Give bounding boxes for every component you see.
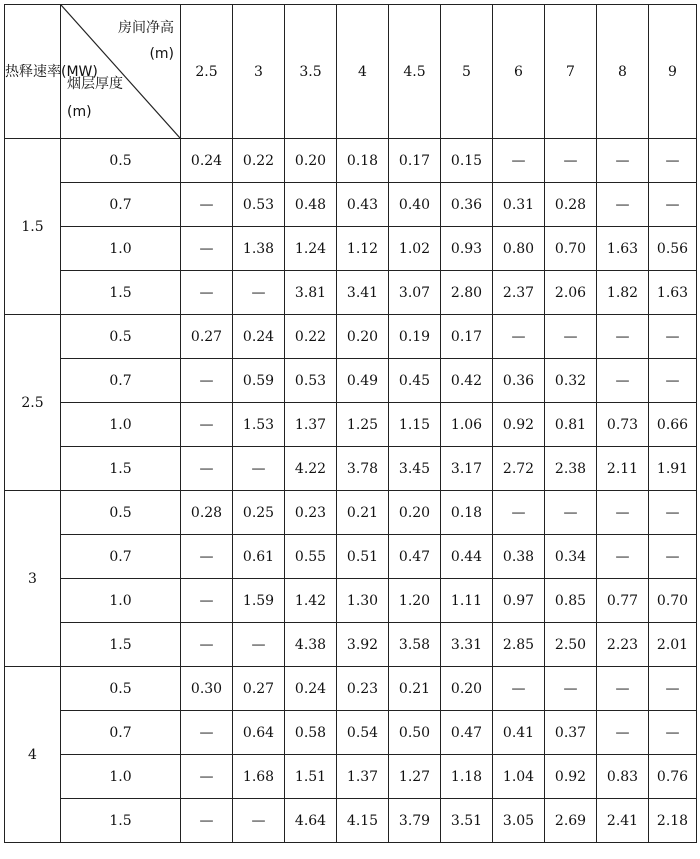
value-cell: 1.25 <box>337 403 389 447</box>
value-cell: — <box>649 359 697 403</box>
value-cell: 2.18 <box>649 799 697 843</box>
value-cell: 0.42 <box>441 359 493 403</box>
smoke-layer-thickness-cell: 0.5 <box>61 139 181 183</box>
value-cell: 0.70 <box>649 579 697 623</box>
smoke-layer-thickness-cell: 1.5 <box>61 623 181 667</box>
smoke-exhaust-table <box>4 4 697 843</box>
smoke-layer-thickness-cell: 1.0 <box>61 227 181 271</box>
smoke-layer-thickness-cell: 0.7 <box>61 711 181 755</box>
value-cell: 4.64 <box>285 799 337 843</box>
value-cell: 2.01 <box>649 623 697 667</box>
value-cell: 0.48 <box>285 183 337 227</box>
value-cell: 0.97 <box>493 579 545 623</box>
value-cell: 0.77 <box>597 579 649 623</box>
table-row <box>5 183 697 227</box>
value-cell: — <box>181 755 233 799</box>
value-cell: 1.51 <box>285 755 337 799</box>
value-cell: 0.20 <box>389 491 441 535</box>
value-cell: 0.32 <box>545 359 597 403</box>
value-cell: 3.92 <box>337 623 389 667</box>
value-cell: 2.06 <box>545 271 597 315</box>
value-cell: — <box>545 315 597 359</box>
table-row <box>5 799 697 843</box>
value-cell: 3.31 <box>441 623 493 667</box>
table-row <box>5 491 697 535</box>
value-cell: — <box>233 447 285 491</box>
smoke-layer-thickness-cell: 0.7 <box>61 183 181 227</box>
value-cell: 1.30 <box>337 579 389 623</box>
value-cell: 3.05 <box>493 799 545 843</box>
smoke-layer-thickness-cell: 0.7 <box>61 535 181 579</box>
value-cell: — <box>649 711 697 755</box>
value-cell: 3.51 <box>441 799 493 843</box>
value-cell: 1.59 <box>233 579 285 623</box>
header-row <box>5 5 697 139</box>
value-cell: 0.76 <box>649 755 697 799</box>
value-cell: 2.85 <box>493 623 545 667</box>
table-row <box>5 403 697 447</box>
value-cell: 2.69 <box>545 799 597 843</box>
value-cell: 0.15 <box>441 139 493 183</box>
value-cell: 2.11 <box>597 447 649 491</box>
value-cell: 0.47 <box>441 711 493 755</box>
value-cell: 0.55 <box>285 535 337 579</box>
value-cell: — <box>181 403 233 447</box>
value-cell: 1.20 <box>389 579 441 623</box>
value-cell: 0.41 <box>493 711 545 755</box>
smoke-layer-thickness-cell: 1.0 <box>61 755 181 799</box>
value-cell: — <box>493 667 545 711</box>
value-cell: 0.70 <box>545 227 597 271</box>
value-cell: 0.59 <box>233 359 285 403</box>
value-cell: 0.61 <box>233 535 285 579</box>
value-cell: 0.20 <box>285 139 337 183</box>
value-cell: 0.20 <box>441 667 493 711</box>
value-cell: 0.83 <box>597 755 649 799</box>
value-cell: 0.24 <box>233 315 285 359</box>
value-cell: — <box>233 623 285 667</box>
value-cell: 1.82 <box>597 271 649 315</box>
value-cell: — <box>545 667 597 711</box>
value-cell: — <box>181 183 233 227</box>
value-cell: 3.78 <box>337 447 389 491</box>
value-cell: 1.37 <box>337 755 389 799</box>
value-cell: — <box>181 359 233 403</box>
room-height-label: 房间净高 <box>118 20 174 36</box>
value-cell: 0.24 <box>181 139 233 183</box>
heat-release-rate-header: 热释速率(MW) <box>5 5 61 139</box>
value-cell: 0.18 <box>337 139 389 183</box>
heat-release-rate-cell: 3 <box>5 491 61 667</box>
value-cell: 4.38 <box>285 623 337 667</box>
table-container <box>4 4 697 843</box>
value-cell: 1.42 <box>285 579 337 623</box>
value-cell: 0.18 <box>441 491 493 535</box>
smoke-layer-thickness-cell: 1.5 <box>61 271 181 315</box>
value-cell: 0.40 <box>389 183 441 227</box>
value-cell: 2.38 <box>545 447 597 491</box>
value-cell: 0.64 <box>233 711 285 755</box>
value-cell: 0.51 <box>337 535 389 579</box>
value-cell: 0.20 <box>337 315 389 359</box>
value-cell: 0.47 <box>389 535 441 579</box>
value-cell: — <box>181 227 233 271</box>
value-cell: — <box>181 711 233 755</box>
value-cell: 0.58 <box>285 711 337 755</box>
value-cell: — <box>597 491 649 535</box>
value-cell: — <box>233 799 285 843</box>
value-cell: 0.45 <box>389 359 441 403</box>
value-cell: — <box>493 491 545 535</box>
value-cell: 0.36 <box>493 359 545 403</box>
value-cell: 0.44 <box>441 535 493 579</box>
value-cell: 4.15 <box>337 799 389 843</box>
table-row <box>5 227 697 271</box>
smoke-layer-thickness-cell: 0.5 <box>61 667 181 711</box>
table-row <box>5 447 697 491</box>
value-cell: 0.92 <box>493 403 545 447</box>
value-cell: 1.24 <box>285 227 337 271</box>
value-cell: 2.80 <box>441 271 493 315</box>
table-row <box>5 315 697 359</box>
value-cell: — <box>545 491 597 535</box>
smoke-layer-thickness-cell: 1.0 <box>61 403 181 447</box>
value-cell: 1.63 <box>649 271 697 315</box>
value-cell: — <box>233 271 285 315</box>
value-cell: 0.49 <box>337 359 389 403</box>
value-cell: 3.45 <box>389 447 441 491</box>
value-cell: 3.81 <box>285 271 337 315</box>
value-cell: 0.56 <box>649 227 697 271</box>
value-cell: — <box>181 623 233 667</box>
smoke-layer-thickness-header: 烟层厚度(m) <box>67 76 123 120</box>
value-cell: 0.80 <box>493 227 545 271</box>
value-cell: 1.11 <box>441 579 493 623</box>
value-cell: — <box>649 491 697 535</box>
value-cell: 1.91 <box>649 447 697 491</box>
value-cell: 2.72 <box>493 447 545 491</box>
value-cell: — <box>181 535 233 579</box>
room-height-5: 5 <box>441 5 493 139</box>
value-cell: — <box>597 183 649 227</box>
smoke-layer-thickness-cell: 0.7 <box>61 359 181 403</box>
value-cell: 1.04 <box>493 755 545 799</box>
room-height-8: 8 <box>597 5 649 139</box>
value-cell: 0.43 <box>337 183 389 227</box>
value-cell: 3.79 <box>389 799 441 843</box>
value-cell: — <box>649 535 697 579</box>
value-cell: — <box>597 315 649 359</box>
room-height-4: 4 <box>337 5 389 139</box>
value-cell: 0.36 <box>441 183 493 227</box>
value-cell: 1.06 <box>441 403 493 447</box>
value-cell: 1.27 <box>389 755 441 799</box>
room-height-unit: (m) <box>149 46 174 62</box>
value-cell: 3.07 <box>389 271 441 315</box>
value-cell: 1.63 <box>597 227 649 271</box>
room-height-header <box>118 15 174 67</box>
value-cell: 0.22 <box>233 139 285 183</box>
value-cell: — <box>545 139 597 183</box>
value-cell: — <box>181 447 233 491</box>
value-cell: — <box>493 315 545 359</box>
room-height-2-5: 2.5 <box>181 5 233 139</box>
smoke-layer-thickness-cell: 0.5 <box>61 491 181 535</box>
value-cell: 0.30 <box>181 667 233 711</box>
table-row <box>5 711 697 755</box>
value-cell: — <box>649 183 697 227</box>
value-cell: — <box>181 579 233 623</box>
value-cell: 0.81 <box>545 403 597 447</box>
value-cell: 0.17 <box>389 139 441 183</box>
value-cell: 1.37 <box>285 403 337 447</box>
value-cell: 0.28 <box>181 491 233 535</box>
room-height-3-5: 3.5 <box>285 5 337 139</box>
value-cell: — <box>181 271 233 315</box>
table-row <box>5 755 697 799</box>
room-height-6: 6 <box>493 5 545 139</box>
value-cell: — <box>597 667 649 711</box>
value-cell: 0.37 <box>545 711 597 755</box>
value-cell: 0.21 <box>389 667 441 711</box>
room-height-3: 3 <box>233 5 285 139</box>
value-cell: 0.27 <box>181 315 233 359</box>
table-row <box>5 535 697 579</box>
value-cell: 0.93 <box>441 227 493 271</box>
value-cell: 0.92 <box>545 755 597 799</box>
table-row <box>5 139 697 183</box>
smoke-layer-thickness-cell: 0.5 <box>61 315 181 359</box>
value-cell: 1.15 <box>389 403 441 447</box>
diagonal-header-cell <box>61 5 181 139</box>
table-row <box>5 579 697 623</box>
value-cell: 0.23 <box>337 667 389 711</box>
value-cell: 0.27 <box>233 667 285 711</box>
table-row <box>5 271 697 315</box>
value-cell: 0.53 <box>285 359 337 403</box>
heat-release-rate-cell: 2.5 <box>5 315 61 491</box>
value-cell: 0.31 <box>493 183 545 227</box>
value-cell: 0.22 <box>285 315 337 359</box>
value-cell: 0.34 <box>545 535 597 579</box>
value-cell: 0.25 <box>233 491 285 535</box>
value-cell: 0.19 <box>389 315 441 359</box>
value-cell: — <box>493 139 545 183</box>
room-height-4-5: 4.5 <box>389 5 441 139</box>
table-row <box>5 623 697 667</box>
table-row <box>5 667 697 711</box>
value-cell: 0.24 <box>285 667 337 711</box>
value-cell: 0.66 <box>649 403 697 447</box>
value-cell: — <box>597 359 649 403</box>
value-cell: 0.21 <box>337 491 389 535</box>
table-row <box>5 359 697 403</box>
value-cell: 0.54 <box>337 711 389 755</box>
value-cell: 1.12 <box>337 227 389 271</box>
value-cell: 3.41 <box>337 271 389 315</box>
value-cell: 2.41 <box>597 799 649 843</box>
value-cell: 2.50 <box>545 623 597 667</box>
value-cell: 0.85 <box>545 579 597 623</box>
value-cell: — <box>649 139 697 183</box>
value-cell: 0.17 <box>441 315 493 359</box>
value-cell: — <box>597 711 649 755</box>
heat-release-rate-cell: 4 <box>5 667 61 843</box>
value-cell: 1.02 <box>389 227 441 271</box>
value-cell: 2.23 <box>597 623 649 667</box>
smoke-layer-thickness-cell: 1.0 <box>61 579 181 623</box>
room-height-9: 9 <box>649 5 697 139</box>
value-cell: — <box>181 799 233 843</box>
value-cell: — <box>649 667 697 711</box>
value-cell: 4.22 <box>285 447 337 491</box>
value-cell: 1.68 <box>233 755 285 799</box>
value-cell: — <box>649 315 697 359</box>
value-cell: 3.17 <box>441 447 493 491</box>
value-cell: 1.18 <box>441 755 493 799</box>
value-cell: 0.50 <box>389 711 441 755</box>
room-height-7: 7 <box>545 5 597 139</box>
value-cell: 0.28 <box>545 183 597 227</box>
value-cell: 0.38 <box>493 535 545 579</box>
value-cell: — <box>597 139 649 183</box>
smoke-layer-thickness-cell: 1.5 <box>61 447 181 491</box>
value-cell: 0.53 <box>233 183 285 227</box>
value-cell: 1.53 <box>233 403 285 447</box>
value-cell: 0.73 <box>597 403 649 447</box>
smoke-layer-thickness-cell: 1.5 <box>61 799 181 843</box>
heat-release-rate-cell: 1.5 <box>5 139 61 315</box>
value-cell: 1.38 <box>233 227 285 271</box>
value-cell: — <box>597 535 649 579</box>
value-cell: 0.23 <box>285 491 337 535</box>
value-cell: 2.37 <box>493 271 545 315</box>
value-cell: 3.58 <box>389 623 441 667</box>
